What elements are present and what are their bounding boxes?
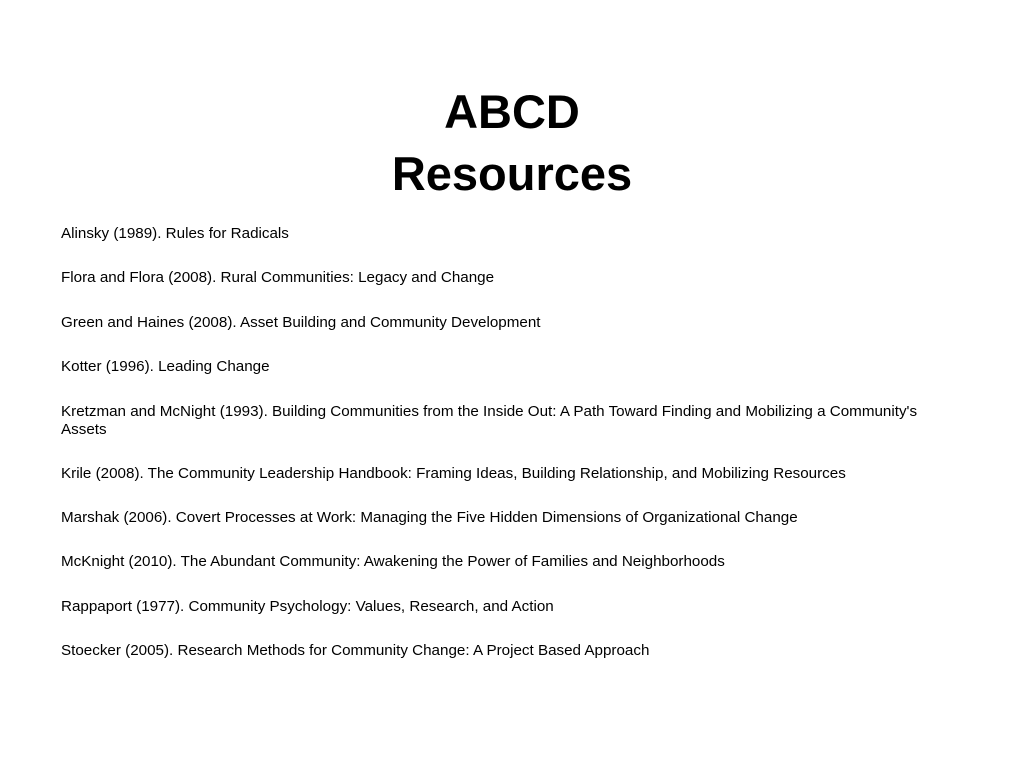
reference-item-krile: Krile (2008). The Community Leadership Handbook: Framing Ideas, Building Relationship, and Mobilizing Resources (61, 464, 846, 482)
slide-title-line-1: ABCD (444, 85, 580, 139)
reference-item-stoecker: Stoecker (2005). Research Methods for Community Change: A Project Based Approach (61, 642, 650, 660)
reference-item-kotter: Kotter (1996). Leading Change (61, 358, 270, 376)
reference-item-kretzman-mcnight: Kretzman and McNight (1993). Building Communities from the Inside Out: A Path Toward Finding and Mobilizing a Community's Assets (61, 402, 918, 438)
reference-item-mcknight: McKnight (2010). The Abundant Community: Awakening the Power of Families and Neighborhoods (61, 553, 725, 571)
reference-item-flora: Flora and Flora (2008). Rural Communities: Legacy and Change (61, 269, 495, 287)
reference-item-rappaport: Rappaport (1977). Community Psychology: Values, Research, and Action (61, 597, 554, 615)
reference-item-green-haines: Green and Haines (2008). Asset Building and Community Development (61, 313, 541, 331)
reference-list (61, 225, 951, 687)
slide-title (0, 81, 1024, 205)
slide-title-line-2: Resources (391, 147, 633, 201)
reference-item-alinsky: Alinsky (1989). Rules for Radicals (61, 225, 289, 242)
reference-item-marshak: Marshak (2006). Covert Processes at Work: Managing the Five Hidden Dimensions of Organizational Change (61, 508, 798, 526)
